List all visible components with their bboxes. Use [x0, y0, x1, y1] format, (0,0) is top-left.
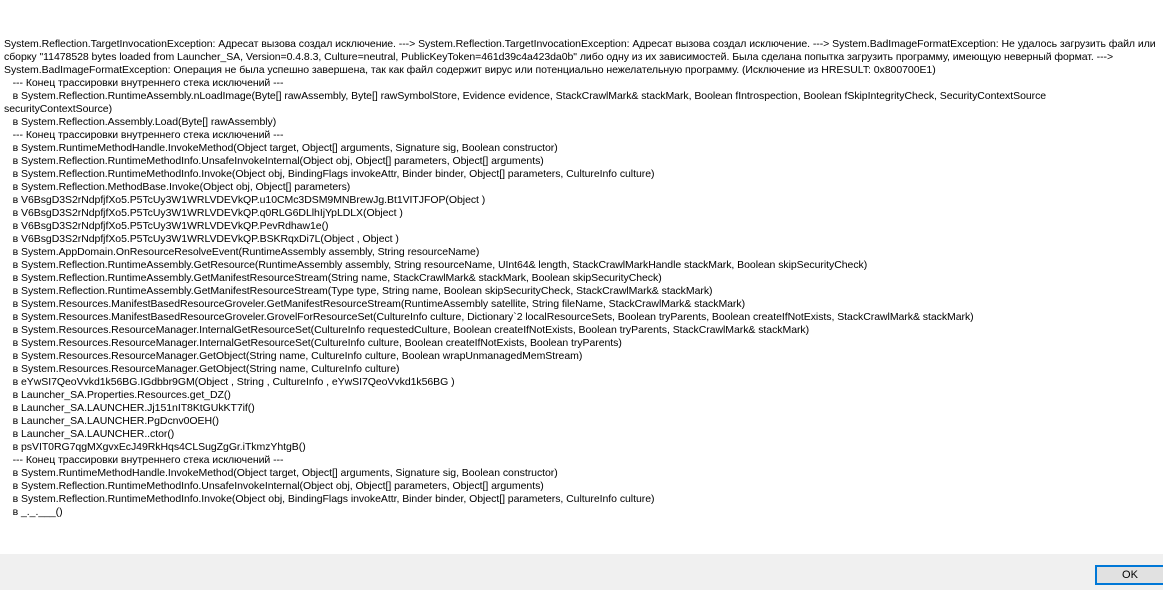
exception-message-text: System.Reflection.TargetInvocationException: Адресат вызова создал исключение. ---> System.Reflection.TargetInvocationException: Адресат вызова создал исключение. ---> System.BadImageFormatException: Не удалось загрузить файл или сборку "11478528 bytes loaded from Launcher_SA, Version=0.4.8.3, Culture=neutral, PublicKeyToken=461d39c4a423da0b" либо одну из их зависимостей. Была сделана попытка загрузить программу, имеющую неверный формат. ---> System.BadImageFormatException: Операция не была успешно завершена, так как файл содержит вирус или потенциально нежелательную программу. (Исключение из HRESULT: 0x800700E1) --- Конец трассировки внутреннего стека исключений --- в System.Reflection.RuntimeAssembly.nLoadImage(Byte[] rawAssembly, Byte[] rawSymbolStore, Evidence evidence, StackCrawlMark& stackMark, Boolean fIntrospection, Boolean fSkipIntegrityCheck, SecurityContextSource securityContextSource) в System.Reflection.Assembly.Load(Byte[] rawAssembly) --- Конец трассировки внутреннего стека исключений --- в System.RuntimeMethodHandle.InvokeMethod(Object target, Object[] arguments, Signature sig, Boolean constructor) в System.Reflection.RuntimeMethodInfo.UnsafeInvokeInternal(Object obj, Object[] parameters, Object[] arguments) в System.Reflection.RuntimeMethodInfo.Invoke(Object obj, BindingFlags invokeAttr, Binder binder, Object[] parameters, CultureInfo culture) в System.Reflection.MethodBase.Invoke(Object obj, Object[] parameters) в V6BsgD3S2rNdpfjfXo5.P5TcUy3W1WRLVDEVkQP.u10CMc3DSM9MNBrewJg.Bt1VITJFOP(Object ) в V6BsgD3S2rNdpfjfXo5.P5TcUy3W1WRLVDEVkQP.q0RLG6DLlhIjYpLDLX(Object ) в V6BsgD3S2rNdpfjfXo5.P5TcUy3W1WRLVDEVkQP.PevRdhaw1e() в V6BsgD3S2rNdpfjfXo5.P5TcUy3W1WRLVDEVkQP.BSKRqxDi7L(Object , Object ) в System.AppDomain.OnResourceResolveEvent(RuntimeAssembly assembly, String resourceName) в System.Reflection.RuntimeAssembly.GetResource(RuntimeAssembly assembly, String resourceName, UInt64& length, StackCrawlMarkHandle stackMark, Boolean skipSecurityCheck) в System.Reflection.RuntimeAssembly.GetManifestResourceStream(String name, StackCrawlMark& stackMark, Boolean skipSecurityCheck) в System.Reflection.RuntimeAssembly.GetManifestResourceStream(Type type, String name, Boolean skipSecurityCheck, StackCrawlMark& stackMark) в System.Resources.ManifestBasedResourceGroveler.GetManifestResourceStream(RuntimeAssembly satellite, String fileName, StackCrawlMark& stackMark) в System.Resources.ManifestBasedResourceGroveler.GrovelForResourceSet(CultureInfo culture, Dictionary`2 localResourceSets, Boolean tryParents, Boolean createIfNotExists, StackCrawlMark& stackMark) в System.Resources.ResourceManager.InternalGetResourceSet(CultureInfo requestedCulture, Boolean createIfNotExists, Boolean tryParents, StackCrawlMark& stackMark) в System.Resources.ResourceManager.InternalGetResourceSet(CultureInfo culture, Boolean createIfNotExists, Boolean tryParents) в System.Resources.ResourceManager.GetObject(String name, CultureInfo culture, Boolean wrapUnmanagedMemStream) в System.Resources.ResourceManager.GetObject(String name, CultureInfo culture) в eYwSI7QeoVvkd1k56BG.IGdbbr9GM(Object , String , CultureInfo , eYwSI7QeoVvkd1k56BG ) в Launcher_SA.Properties.Resources.get_DZ() в Launcher_SA.LAUNCHER.Jj151nIT8KtGUkKT7if() в Launcher_SA.LAUNCHER.PgDcnv0OEH() в Launcher_SA.LAUNCHER..ctor() в psVIT0RG7qgMXgvxEcJ49RkHqs4CLSugZgGr.iTkmzYhtgB() --- Конец трассировки внутреннего стека исключений --- в System.RuntimeMethodHandle.InvokeMethod(Object target, Object[] arguments, Signature sig, Boolean constructor) в System.Reflection.RuntimeMethodInfo.UnsafeInvokeInternal(Object obj, Object[] parameters, Object[] arguments) в System.Reflection.RuntimeMethodInfo.Invoke(Object obj, BindingFlags invokeAttr, Binder binder, Object[] parameters, CultureInfo culture) в _._.___() — [4, 38, 1156, 518]
ok-button[interactable]: OK — [1095, 565, 1163, 585]
dialog-footer — [0, 554, 1163, 590]
